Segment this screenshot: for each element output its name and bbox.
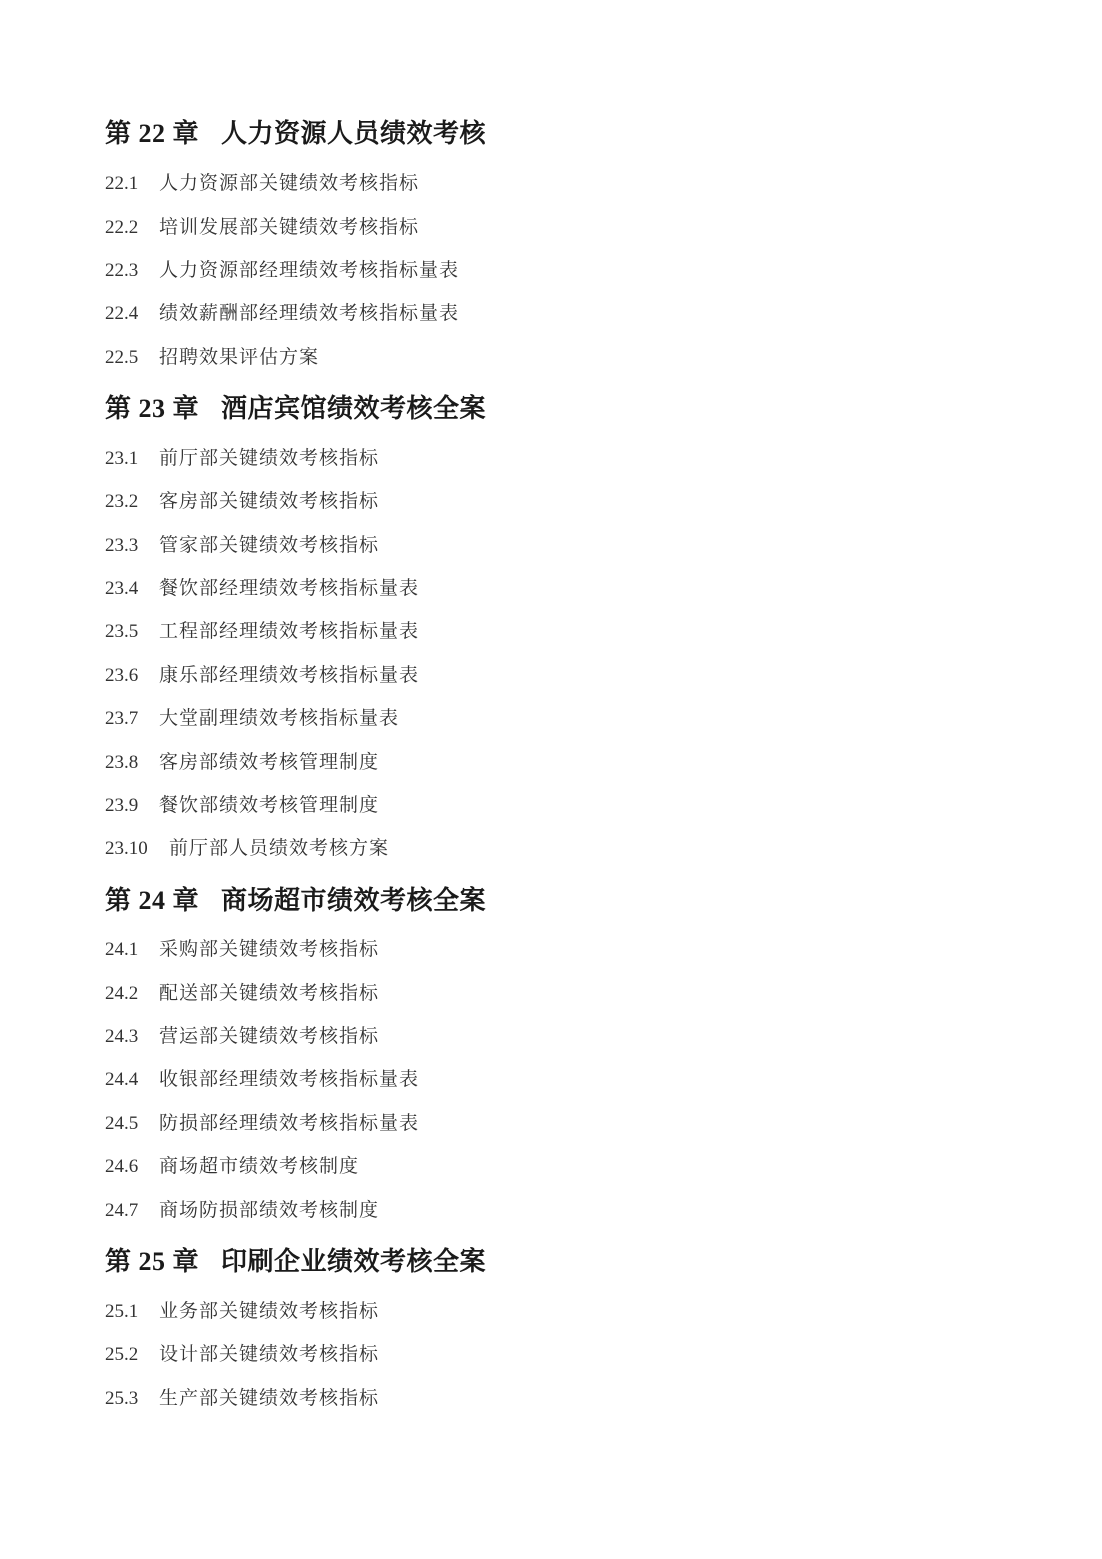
toc-entry [105,577,419,601]
section-title: 前厅部人员绩效考核方案 [169,838,390,859]
section-number: 23.7 [105,708,139,729]
section-title: 配送部关键绩效考核指标 [159,983,380,1004]
toc-entry [105,302,459,326]
section-number: 23.5 [105,621,139,642]
toc-entry [105,346,319,370]
chapter-title: 酒店宾馆绩效考核全案 [221,394,487,423]
chapter-number: 第 22 章 [105,119,200,148]
section-number: 22.3 [105,260,139,281]
chapter-heading-24 [105,886,486,916]
section-number: 22.4 [105,303,139,324]
toc-entry [105,837,389,861]
section-number: 23.10 [105,838,148,859]
section-title: 客房部绩效考核管理制度 [159,752,380,773]
section-number: 23.4 [105,578,139,599]
toc-entry [105,259,459,283]
section-title: 人力资源部经理绩效考核指标量表 [159,260,460,281]
toc-entry [105,982,379,1006]
section-number: 24.5 [105,1113,139,1134]
toc-entry [105,707,399,731]
chapter-heading-22 [105,119,486,149]
toc-entry [105,447,379,471]
section-title: 营运部关键绩效考核指标 [159,1026,380,1047]
section-number: 24.6 [105,1156,139,1177]
toc-entry [105,534,379,558]
chapter-heading-25 [105,1247,486,1277]
section-number: 25.2 [105,1344,139,1365]
section-title: 绩效薪酬部经理绩效考核指标量表 [159,303,460,324]
toc-entry [105,172,419,196]
toc-entry [105,794,379,818]
toc-entry [105,1112,419,1136]
section-number: 24.4 [105,1069,139,1090]
section-title: 生产部关键绩效考核指标 [159,1388,380,1409]
section-title: 大堂副理绩效考核指标量表 [159,708,400,729]
section-title: 餐饮部绩效考核管理制度 [159,795,380,816]
section-title: 前厅部关键绩效考核指标 [159,448,380,469]
toc-entry [105,664,419,688]
chapter-title: 商场超市绩效考核全案 [221,886,487,915]
section-title: 招聘效果评估方案 [159,347,320,368]
toc-entry [105,1199,379,1223]
toc-entry [105,751,379,775]
toc-entry [105,490,379,514]
toc-entry [105,1300,379,1324]
chapter-title: 人力资源人员绩效考核 [221,119,487,148]
toc-entry [105,620,419,644]
section-title: 培训发展部关键绩效考核指标 [159,217,420,238]
toc-entry [105,1155,359,1179]
chapter-number: 第 23 章 [105,394,200,423]
section-title: 工程部经理绩效考核指标量表 [159,621,420,642]
chapter-heading-23 [105,394,486,424]
section-number: 22.2 [105,217,139,238]
section-title: 餐饮部经理绩效考核指标量表 [159,578,420,599]
toc-entry [105,1068,419,1092]
chapter-title: 印刷企业绩效考核全案 [221,1247,487,1276]
chapter-number: 第 24 章 [105,886,200,915]
section-number: 23.8 [105,752,139,773]
section-number: 25.1 [105,1301,139,1322]
section-title: 客房部关键绩效考核指标 [159,491,380,512]
section-title: 收银部经理绩效考核指标量表 [159,1069,420,1090]
section-title: 设计部关键绩效考核指标 [159,1344,380,1365]
section-number: 22.1 [105,173,139,194]
section-number: 22.5 [105,347,139,368]
toc-entry [105,1025,379,1049]
toc-entry [105,938,379,962]
section-title: 商场防损部绩效考核制度 [159,1200,380,1221]
section-number: 23.3 [105,535,139,556]
section-number: 23.1 [105,448,139,469]
section-title: 防损部经理绩效考核指标量表 [159,1113,420,1134]
chapter-number: 第 25 章 [105,1247,200,1276]
section-number: 24.3 [105,1026,139,1047]
toc-entry [105,216,419,240]
section-title: 康乐部经理绩效考核指标量表 [159,665,420,686]
section-number: 25.3 [105,1388,139,1409]
section-number: 23.6 [105,665,139,686]
section-number: 23.2 [105,491,139,512]
section-number: 24.2 [105,983,139,1004]
toc-entry [105,1343,379,1367]
section-title: 业务部关键绩效考核指标 [159,1301,380,1322]
section-title: 采购部关键绩效考核指标 [159,939,380,960]
section-title: 商场超市绩效考核制度 [159,1156,360,1177]
section-number: 23.9 [105,795,139,816]
section-title: 管家部关键绩效考核指标 [159,535,380,556]
toc-entry [105,1387,379,1411]
section-number: 24.7 [105,1200,139,1221]
section-number: 24.1 [105,939,139,960]
section-title: 人力资源部关键绩效考核指标 [159,173,420,194]
